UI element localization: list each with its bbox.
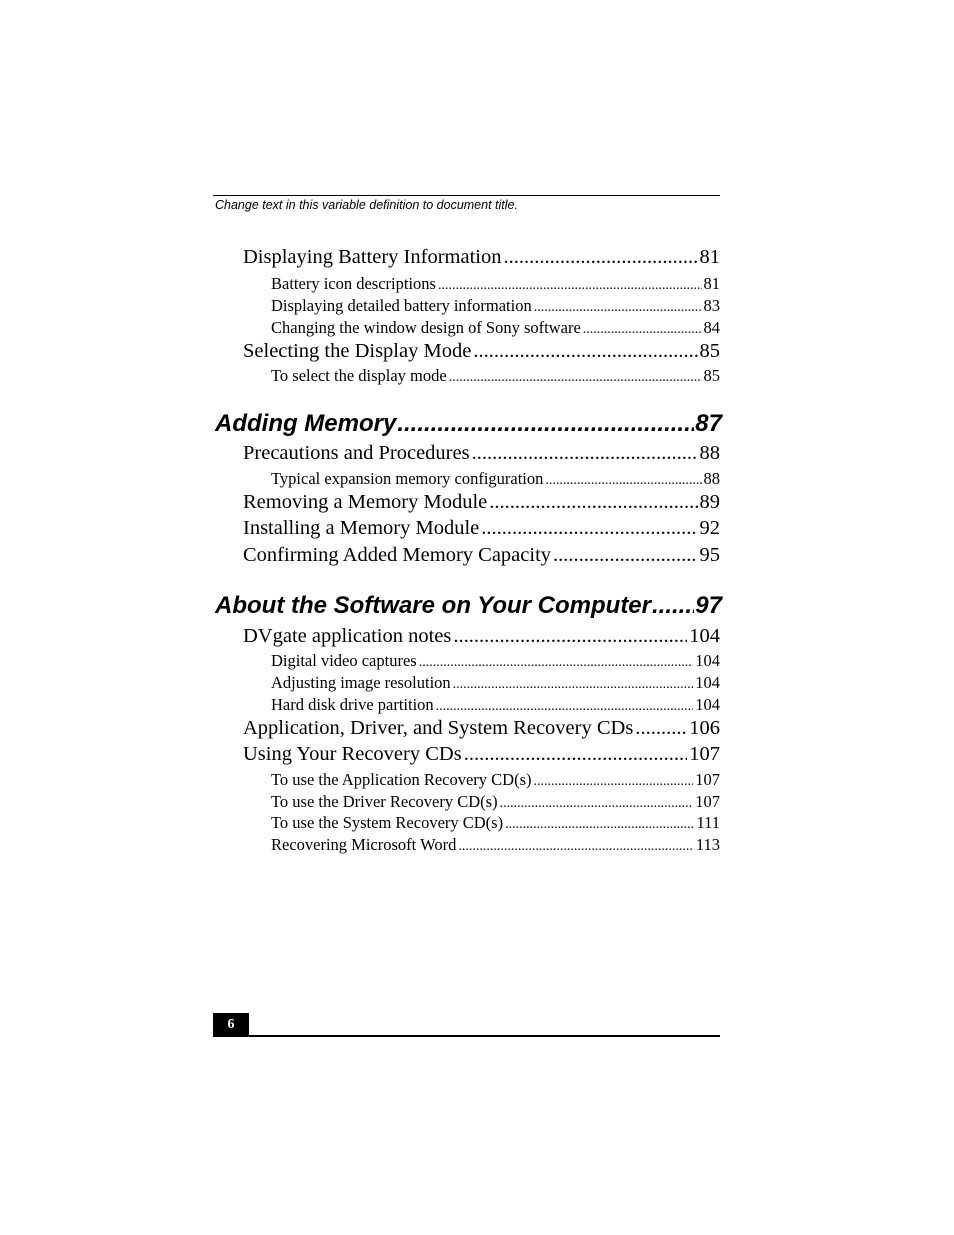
toc-entry-page: 113 — [695, 835, 720, 854]
header-rule — [213, 195, 720, 196]
toc-entry[interactable] — [271, 813, 720, 835]
dot-leader — [500, 794, 694, 814]
dot-leader — [545, 471, 701, 491]
toc-entry[interactable] — [243, 490, 720, 514]
toc-entry-page: 88 — [703, 469, 720, 488]
dot-leader — [652, 592, 694, 620]
toc-entry-label: Hard disk drive partition — [271, 695, 434, 714]
toc-entry-page: 81 — [703, 274, 720, 293]
toc-chapter-label: About the Software on Your Computer — [215, 592, 651, 619]
toc-entry-page: 81 — [699, 246, 720, 268]
toc-entry[interactable] — [243, 516, 720, 540]
toc-entry[interactable] — [243, 441, 720, 465]
toc-entry-page: 92 — [699, 517, 720, 539]
toc-entry-label: Application, Driver, and System Recovery CDs — [243, 717, 634, 739]
dot-leader — [436, 697, 694, 717]
toc-entry-page: 104 — [695, 695, 720, 714]
toc-entry-page: 83 — [703, 296, 720, 315]
toc-entry[interactable] — [271, 274, 720, 296]
toc-chapter-page: 87 — [695, 410, 722, 437]
toc-entry[interactable] — [243, 742, 720, 766]
dot-leader — [503, 245, 697, 269]
toc-entry-page: 107 — [689, 743, 720, 765]
toc-entry[interactable] — [271, 318, 720, 340]
toc-chapter-page: 97 — [695, 592, 722, 619]
toc-entry-label: Battery icon descriptions — [271, 274, 436, 293]
toc-entry-page: 85 — [703, 366, 720, 385]
toc-entry-label: Displaying Battery Information — [243, 246, 502, 268]
dot-leader — [534, 298, 702, 318]
toc-chapter-entry[interactable] — [215, 592, 722, 620]
dot-leader — [534, 772, 694, 792]
toc-entry[interactable] — [243, 339, 720, 363]
toc-entry[interactable] — [271, 673, 720, 695]
toc-entry-page: 104 — [695, 673, 720, 692]
toc-entry-page: 84 — [703, 318, 720, 337]
toc-entry[interactable] — [243, 624, 720, 648]
toc-entry-label: Digital video captures — [271, 651, 417, 670]
toc-entry-page: 95 — [699, 544, 720, 566]
dot-leader — [438, 276, 702, 296]
toc-entry-label: Confirming Added Memory Capacity — [243, 544, 552, 566]
toc-entry-label: Typical expansion memory configuration — [271, 469, 544, 488]
toc-entry-page: 106 — [689, 717, 720, 739]
dot-leader — [553, 543, 697, 567]
toc-entry-page: 85 — [699, 340, 720, 362]
toc-entry-label: To use the Driver Recovery CD(s) — [271, 792, 498, 811]
toc-entry-label: Using Your Recovery CDs — [243, 743, 462, 765]
toc-entry-label: Changing the window design of Sony software — [271, 318, 581, 337]
toc-entry-page: 104 — [689, 625, 720, 647]
toc-entry[interactable] — [271, 469, 720, 491]
toc-chapter-entry[interactable] — [215, 410, 722, 438]
toc-entry-label: DVgate application notes — [243, 625, 452, 647]
toc-entry[interactable] — [271, 695, 720, 717]
dot-leader — [419, 653, 694, 673]
toc-entry[interactable] — [271, 792, 720, 814]
dot-leader — [489, 490, 697, 514]
toc-entry-page: 111 — [696, 813, 720, 832]
toc-entry-page: 107 — [695, 770, 720, 789]
toc-entry[interactable] — [271, 770, 720, 792]
toc-entry-page: 104 — [695, 651, 720, 670]
dot-leader — [481, 516, 697, 540]
toc-entry-label: Selecting the Display Mode — [243, 340, 472, 362]
toc-entry-label: Installing a Memory Module — [243, 517, 480, 539]
toc-entry[interactable] — [243, 543, 720, 567]
page-number: 6 — [213, 1013, 249, 1037]
toc-entry-label: Adjusting image resolution — [271, 673, 451, 692]
dot-leader — [583, 320, 702, 340]
toc-entry[interactable] — [243, 245, 720, 269]
running-header: Change text in this variable definition to document title. — [215, 198, 518, 212]
toc-entry[interactable] — [243, 716, 720, 740]
toc-entry-page: 107 — [695, 792, 720, 811]
toc-entry-label: Displaying detailed battery information — [271, 296, 532, 315]
dot-leader — [464, 742, 688, 766]
toc-entry-label: To select the display mode — [271, 366, 447, 385]
footer-rule — [213, 1035, 720, 1037]
toc-entry-label: Precautions and Procedures — [243, 442, 470, 464]
toc-entry-page: 89 — [699, 491, 720, 513]
toc-entry-label: To use the System Recovery CD(s) — [271, 813, 504, 832]
toc-entry-label: Recovering Microsoft Word — [271, 835, 457, 854]
dot-leader — [635, 716, 687, 740]
dot-leader — [473, 339, 697, 363]
toc-entry-label: To use the Application Recovery CD(s) — [271, 770, 532, 789]
dot-leader — [505, 815, 694, 835]
toc-entry[interactable] — [271, 366, 720, 388]
dot-leader — [453, 624, 687, 648]
toc-entry[interactable] — [271, 296, 720, 318]
toc-entry[interactable] — [271, 651, 720, 673]
dot-leader — [472, 441, 698, 465]
dot-leader — [449, 368, 702, 388]
toc-entry-label: Removing a Memory Module — [243, 491, 488, 513]
toc-entry[interactable] — [271, 835, 720, 857]
dot-leader — [397, 410, 694, 438]
dot-leader — [458, 837, 694, 857]
dot-leader — [453, 675, 694, 695]
toc-entry-page: 88 — [699, 442, 720, 464]
toc-chapter-label: Adding Memory — [215, 410, 397, 437]
